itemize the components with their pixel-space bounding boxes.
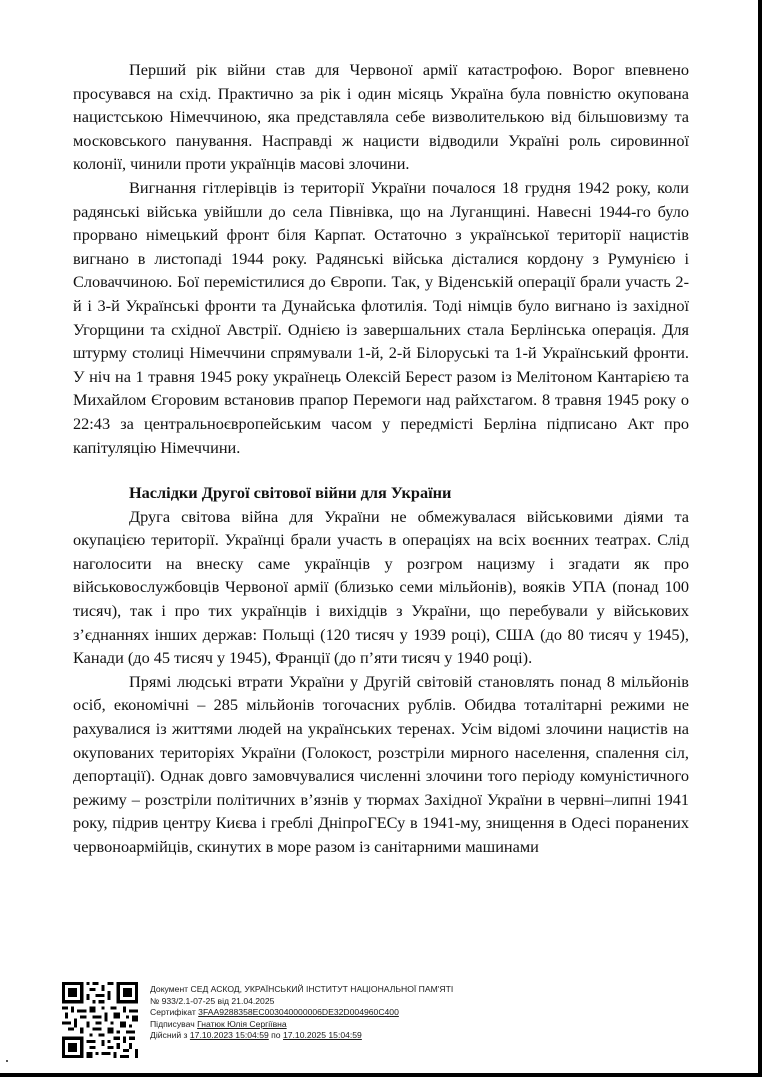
qr-code-icon: [62, 982, 138, 1058]
valid-from-label: Дійсний з: [150, 1030, 188, 1041]
paragraph: Друга світова війна для України не обмежувалася військовими діями та окупацією території. Українці брали участь в операціях на всіх воєнних театрах. Слід наголосити на внеску саме українців у розгром нацизму і згадати як про військовослужбовців Червоної армії (близько семи мільйонів), вояків УПА (понад 100 тисяч), так і про тих українців і вихідців з України, що перебували у військових з’єднаннях інших держав: Польщі (120 тисяч у 1939 році), США (до 80 тисяч у 1945), Канади (до 45 тисяч у 1945), Франції (до п’яти тисяч у 1940 році).: [73, 506, 689, 668]
valid-from: 17.10.2023 15:04:59: [189, 1030, 269, 1041]
signature-details: [150, 984, 453, 1042]
paragraph: Вигнання гітлерівців із території України почалося 18 грудня 1942 року, коли радянські війська увійшли до села Півнівка, що на Луганщині. Навесні 1944-го було прорвано німецький фронт біля Карпат. Остаточно з української території нацистів вигнано в листопаді 1944 року. Радянські війська дісталися кордону з Румунією і Словаччиною. Бої перемістилися до Європи. Так, у Віденській операції брали участь 2-й і 3-й Українські фронти та Дунайська флотилія. Тоді німців було вигнано із західної Угорщини та східної Австрії. Однією із завершальних стала Берлінська операція. Для штурму столиці Німеччини спрямували 1-й, 2-й Білоруські та 1-й Український фронти. У ніч на 1 травня 1945 року українець Олексій Берест разом із Мелітоном Кантарією та Михайлом Єгоровим встановив прапор Перемоги над райхстагом. 8 травня 1945 року о 22:43 за центральноєвропейським часом у передмісті Берліна підписано Акт про капітуляцію Німеччини.: [73, 177, 689, 457]
signer-label: Підписувач: [150, 1018, 195, 1029]
signer-name: Гнатюк Юлія Сергіївна: [197, 1018, 287, 1029]
document-system-line: Документ СЕД АСКОД, УКРАЇНСЬКИЙ ІНСТИТУТ НАЦІОНАЛЬНОЇ ПАМ'ЯТІ: [150, 984, 454, 994]
certificate-line: [150, 1007, 453, 1019]
certificate-value: 3FAA9288358EC003040000006DE32D004960C400: [198, 1007, 399, 1018]
signer-line: [150, 1019, 453, 1031]
paragraph: Перший рік війни став для Червоної армії катастрофою. Ворог впевнено просувався на схід. Практично за рік і один місяць Україна була повністю окупована нацистською Німеччиною, яка представляла себе визволителькою від більшовизму та московського панування. Насправді ж нацисти відводили Україні роль сировинної колонії, чинили проти українців масові злочини.: [73, 60, 689, 174]
valid-to: 17.10.2025 15:04:59: [282, 1030, 362, 1041]
scan-dot: [6, 1060, 8, 1062]
valid-to-label: по: [271, 1030, 281, 1041]
validity-line: [150, 1030, 453, 1042]
page-border-bottom: [0, 1073, 762, 1077]
page-border-right: [758, 0, 762, 1077]
certificate-label: Сертифікат: [150, 1007, 196, 1018]
paragraph: Прямі людські втрати України у Другій світовій становлять понад 8 мільйонів осіб, економічні – 285 мільйонів тогочасних рублів. Обидва тоталітарні режими не рахувалися із життями людей на українських теренах. Усім відомі злочини нацистів на окупованих територіях України (Голокост, розстріли мирного населення, спалення сіл, депортації). Однак довго замовчувалися численні злочини того періоду комуністичного режиму – розстріли політичних в’язнів у тюрмах Західної України в червні–липні 1941 року, підрив центру Києва і греблі ДніпроГЕСу в 1941-му, знищення в Одесі поранених червоноармійців, скинутих в море разом із санітарними машинами: [73, 671, 689, 856]
document-number-line: № 933/2.1-07-25 від 21.04.2025: [150, 995, 275, 1006]
document-body: [73, 58, 689, 859]
section-heading: Наслідки Другої світової війни для України: [129, 483, 452, 503]
e-signature-stamp: [62, 982, 702, 1062]
